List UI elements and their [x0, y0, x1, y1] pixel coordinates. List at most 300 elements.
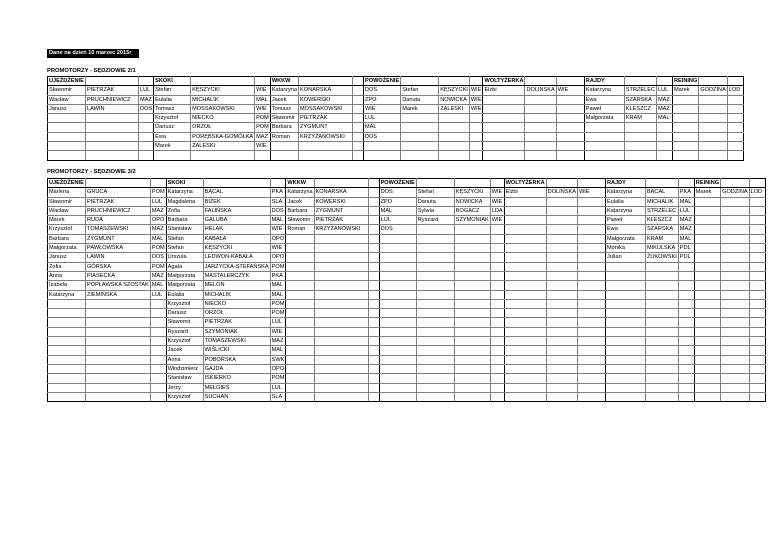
table-cell — [454, 179, 490, 188]
table-cell — [454, 244, 490, 253]
table-cell — [490, 253, 504, 262]
table-cell — [416, 309, 454, 318]
table-cell — [379, 290, 416, 299]
table-cell: MICHALIK — [203, 290, 270, 299]
table-cell: Dariusz — [166, 309, 203, 318]
table-cell: KONARSKA — [299, 86, 353, 95]
discipline-header: SKOKI — [154, 77, 191, 86]
table-cell — [657, 123, 673, 132]
table-cell — [490, 337, 504, 346]
table-row — [48, 309, 766, 318]
table-cell — [454, 374, 490, 383]
table-cell — [150, 309, 166, 318]
table-cell: Ewa — [605, 225, 645, 234]
table-cell — [314, 253, 368, 262]
table-cell — [368, 392, 379, 401]
table-cell: PORĘBSKA-GOMÓŁKA — [192, 133, 254, 140]
table-cell — [546, 206, 577, 215]
table-cell — [314, 374, 368, 383]
table-cell: LAWIN — [86, 104, 139, 113]
table-cell: Jacek — [270, 95, 298, 104]
table-cell: POPŁAWSKA SZOSTAK — [87, 282, 149, 289]
table-cell — [749, 290, 765, 299]
table-cell: DOS — [140, 105, 153, 112]
table-cell: DOS — [379, 188, 416, 197]
table-cell — [727, 114, 743, 123]
table-cell — [86, 374, 151, 383]
table-cell — [416, 281, 454, 290]
table-cell — [469, 77, 483, 86]
table-cell — [379, 364, 416, 373]
table-cell: Krzysztof — [154, 114, 191, 123]
table-cell — [314, 383, 368, 392]
table-cell — [504, 234, 546, 243]
table-cell — [368, 197, 379, 206]
table-cell — [721, 374, 749, 383]
table-header-row — [48, 77, 744, 86]
table-cell — [286, 262, 314, 271]
table-cell — [368, 346, 379, 355]
table-cell: MICHALIK — [191, 95, 255, 104]
table-cell — [286, 290, 314, 299]
table-cell: WIE — [491, 189, 503, 196]
table-cell — [490, 318, 504, 327]
table-cell — [721, 290, 749, 299]
table-cell — [150, 383, 166, 392]
table-cell: BĄCAL — [645, 188, 678, 197]
table-cell: KOWERSKI — [314, 197, 368, 206]
table-cell — [504, 225, 546, 234]
table-cell — [577, 309, 605, 318]
table-cell — [416, 179, 454, 188]
table-cell: PIETRZAK — [86, 86, 139, 95]
table-cell: ZYGMUNT — [314, 206, 368, 215]
table-cell — [454, 225, 490, 234]
table-cell — [605, 262, 645, 271]
table-cell — [525, 77, 556, 86]
table-cell — [150, 179, 166, 188]
table-row — [48, 95, 744, 104]
table-cell — [605, 281, 645, 290]
table-cell — [504, 346, 546, 355]
table-cell: DOLIŃSKA — [547, 189, 576, 196]
table-cell — [490, 290, 504, 299]
table-cell — [353, 86, 364, 95]
table-cell — [368, 262, 379, 271]
table-row — [48, 253, 766, 262]
table-cell — [314, 262, 368, 271]
table-cell — [504, 355, 546, 364]
table-cell: Eulalia — [605, 197, 645, 206]
table-cell: Izabela — [48, 281, 86, 290]
table-cell — [727, 151, 743, 160]
table-cell — [694, 374, 720, 383]
table-cell — [314, 346, 368, 355]
table-cell: PIETRZAK — [299, 114, 353, 123]
table-cell — [469, 114, 483, 123]
table-cell — [605, 374, 645, 383]
table-cell — [286, 364, 314, 373]
table-cell — [721, 197, 749, 206]
table-cell — [368, 337, 379, 346]
table-cell — [86, 299, 151, 308]
table-cell — [727, 123, 743, 132]
table-cell — [483, 123, 525, 132]
table-cell — [721, 337, 749, 346]
table-cell — [150, 355, 166, 364]
table-cell: MAL — [270, 290, 286, 299]
table-cell — [556, 104, 584, 113]
table-cell — [525, 142, 556, 151]
table-cell — [353, 114, 364, 123]
table-cell — [749, 206, 765, 215]
table-cell: Jacek — [166, 346, 203, 355]
table-cell — [584, 123, 624, 132]
table-cell — [678, 355, 694, 364]
table-cell — [749, 309, 765, 318]
table-cell: Małgorzata — [48, 244, 86, 253]
table-cell: Ewa — [584, 95, 624, 104]
table-cell — [546, 216, 577, 225]
table-cell: Ewa — [154, 132, 191, 141]
table-cell: MAZ — [678, 216, 694, 225]
table-cell — [314, 318, 368, 327]
table-cell — [504, 281, 546, 290]
table-cell: Stefan — [416, 188, 454, 197]
table-cell: Sławomir — [286, 216, 314, 225]
table-cell — [368, 281, 379, 290]
table-cell: POM — [151, 263, 165, 270]
table-cell — [694, 197, 720, 206]
table-cell — [605, 346, 645, 355]
table-cell — [314, 355, 368, 364]
table-cell — [657, 77, 673, 86]
table-cell — [749, 179, 765, 188]
table-cell — [699, 95, 727, 104]
table-cell — [364, 142, 401, 151]
table-row — [48, 281, 766, 290]
table-cell — [673, 104, 699, 113]
table-cell — [401, 142, 439, 151]
table-row — [48, 290, 766, 299]
table-cell: MAL — [150, 234, 166, 243]
table-cell — [48, 318, 86, 327]
table-cell: Stefan — [166, 234, 203, 243]
table-cell: Julian — [605, 253, 645, 262]
table-cell — [299, 77, 353, 86]
table-cell — [139, 123, 154, 132]
table-cell — [673, 151, 699, 160]
table-cell — [469, 123, 483, 132]
table-cell — [314, 309, 368, 318]
table-cell — [86, 77, 139, 86]
table-cell: Katarzyna — [166, 188, 203, 197]
table-cell: WIE — [255, 86, 271, 95]
table-cell — [286, 234, 314, 243]
table-cell — [556, 77, 584, 86]
table-cell — [48, 151, 86, 160]
table-cell — [749, 234, 765, 243]
table-cell — [490, 299, 504, 308]
table-row — [48, 355, 766, 364]
table-cell: KONARSKA — [314, 188, 368, 197]
table-cell: DOS — [270, 206, 286, 215]
table-cell — [721, 299, 749, 308]
table-cell: LUL — [139, 86, 154, 95]
table-cell: Eulalia — [154, 95, 191, 104]
table-cell: GÓRSKA — [86, 262, 151, 271]
table-cell — [483, 114, 525, 123]
table-cell: KLESZCZ — [645, 216, 678, 225]
table-row — [48, 346, 766, 355]
table-cell — [546, 355, 577, 364]
table-cell — [504, 216, 546, 225]
table-row — [48, 244, 766, 253]
table-cell: SWK — [271, 356, 285, 363]
table-cell — [605, 318, 645, 327]
table-cell — [270, 142, 298, 151]
table-cell: Katarzyna — [48, 290, 86, 299]
table-cell — [416, 392, 454, 401]
table-cell: WIE — [491, 217, 503, 224]
table-cell — [483, 142, 525, 151]
table-cell — [657, 132, 673, 141]
table-cell — [605, 364, 645, 373]
table-cell: Ryszard — [166, 327, 203, 336]
table-cell: Elżbi — [483, 86, 525, 95]
table-cell: SLA — [270, 197, 286, 206]
table-row — [48, 337, 766, 346]
table-cell — [546, 281, 577, 290]
table-cell — [48, 309, 86, 318]
table-cell — [48, 355, 86, 364]
table-cell — [749, 355, 765, 364]
table-cell: POM — [271, 310, 285, 317]
table-cell: LUL — [379, 216, 416, 225]
table-cell: MAZ — [150, 206, 166, 215]
table-cell — [605, 392, 645, 401]
table-cell — [48, 364, 86, 373]
table-cell — [353, 77, 364, 86]
table-cell — [694, 383, 720, 392]
table-cell: TOMASZEWSKI — [203, 337, 270, 346]
table-cell — [379, 262, 416, 271]
table-cell: SZARSKA — [624, 95, 656, 104]
table-cell: Jerzy — [166, 383, 203, 392]
table-cell — [379, 271, 416, 280]
table-cell — [694, 299, 720, 308]
table-cell — [605, 337, 645, 346]
table-cell — [556, 132, 584, 141]
table-cell: LEDWON-KABAŁA — [203, 253, 270, 262]
table-cell — [546, 318, 577, 327]
table-cell: Stefan — [166, 244, 203, 253]
table-cell — [401, 151, 439, 160]
table-cell — [150, 318, 166, 327]
table-cell — [721, 179, 749, 188]
table-cell: ISKIERKO — [203, 374, 270, 383]
table-header-row — [48, 179, 766, 188]
table-cell: POM — [151, 189, 165, 196]
table-cell — [546, 225, 577, 234]
table-cell — [86, 309, 151, 318]
table-cell — [749, 271, 765, 280]
table-cell: Krzysztof — [166, 299, 203, 308]
table-cell — [645, 346, 678, 355]
table-cell — [379, 234, 416, 243]
table-cell — [379, 346, 416, 355]
table-cell — [645, 392, 678, 401]
table-cell — [749, 262, 765, 271]
table-cell — [694, 327, 720, 336]
table-cell — [86, 364, 151, 373]
table-cell — [694, 253, 720, 262]
table-cell: GODZINA — [700, 87, 726, 94]
table-cell — [721, 244, 749, 253]
table-cell — [624, 123, 656, 132]
table-cell — [525, 151, 556, 160]
table-cell — [694, 290, 720, 299]
table-cell: Elżbi — [504, 188, 546, 197]
table-cell: Paweł — [605, 216, 645, 225]
table-cell — [286, 392, 314, 401]
table-cell — [694, 364, 720, 373]
table-cell — [48, 299, 86, 308]
table-cell — [546, 337, 577, 346]
judges-table — [47, 76, 744, 161]
table-cell: PKA — [678, 188, 694, 197]
table-cell — [749, 281, 765, 290]
table-cell — [504, 374, 546, 383]
table-cell: Wacław — [48, 206, 86, 215]
table-cell: Małgorzata — [605, 234, 645, 243]
table-cell — [150, 392, 166, 401]
table-cell — [678, 290, 694, 299]
table-cell — [454, 327, 490, 336]
table-cell — [699, 77, 727, 86]
table-row — [48, 318, 766, 327]
table-cell: PIETRZAK — [314, 216, 368, 225]
table-cell — [699, 151, 727, 160]
table-cell — [490, 271, 504, 280]
table-cell — [490, 244, 504, 253]
table-cell — [48, 337, 86, 346]
table-cell — [368, 188, 379, 197]
table-cell — [721, 234, 749, 243]
table-cell: KRZYŻANOWSKI — [314, 225, 368, 234]
table-cell — [353, 151, 364, 160]
table-cell — [286, 346, 314, 355]
table-cell — [721, 318, 749, 327]
table-cell — [439, 151, 470, 160]
table-cell — [525, 123, 556, 132]
table-cell: Sławomir — [270, 114, 298, 123]
table-cell — [364, 151, 401, 160]
table-cell — [270, 179, 286, 188]
table-cell: Barbara — [270, 123, 298, 132]
table-cell: PRUCHNIEWICZ — [86, 206, 151, 215]
date-banner: Dane na dzień 10 marzec 2015r — [47, 49, 139, 58]
table-cell: SZYMONIAK — [203, 327, 270, 336]
table-cell: NOWICKA — [439, 95, 470, 104]
table-cell: WIE — [255, 104, 271, 113]
table-cell — [727, 142, 743, 151]
table-cell: PIETRZAK — [203, 318, 270, 327]
table-cell — [454, 281, 490, 290]
table-cell — [645, 290, 678, 299]
table-cell: Roman — [286, 225, 314, 234]
table-cell: MAL — [678, 234, 694, 243]
table-cell — [139, 142, 154, 151]
table-row — [48, 364, 766, 373]
table-cell — [286, 244, 314, 253]
table-cell: KĘSZYCKI — [440, 87, 468, 94]
table-cell — [605, 271, 645, 280]
table-cell — [314, 179, 368, 188]
table-cell — [721, 253, 749, 262]
table-cell — [150, 327, 166, 336]
table-cell: PDL — [678, 244, 694, 253]
table-cell — [48, 392, 86, 401]
table-cell — [727, 95, 743, 104]
table-cell: STRZELEC — [645, 206, 678, 215]
table-cell — [694, 355, 720, 364]
table-cell: OPO — [271, 254, 285, 261]
table-cell — [353, 95, 364, 104]
table-cell — [605, 299, 645, 308]
table-cell: MAL — [270, 216, 286, 225]
table-cell — [483, 104, 525, 113]
discipline-header: UJEŻDŻENIE — [49, 180, 84, 186]
table-cell — [86, 114, 139, 123]
table-cell — [645, 318, 678, 327]
table-cell — [469, 142, 483, 151]
table-cell — [645, 337, 678, 346]
table-cell — [416, 383, 454, 392]
table-row — [48, 114, 744, 123]
table-cell — [86, 142, 139, 151]
table-cell: LUL — [150, 290, 166, 299]
table-cell — [577, 234, 605, 243]
table-cell — [86, 179, 151, 188]
table-cell — [504, 309, 546, 318]
table-cell — [577, 206, 605, 215]
table-cell — [379, 318, 416, 327]
table-cell — [368, 318, 379, 327]
table-cell: MAL — [657, 114, 673, 123]
table-cell — [525, 104, 556, 113]
table-cell — [721, 383, 749, 392]
table-cell — [749, 225, 765, 234]
table-cell — [694, 392, 720, 401]
section-title: PROMOTORZY - SĘDZIOWIE 3/2 — [47, 169, 136, 175]
table-row — [48, 327, 766, 336]
table-cell — [286, 374, 314, 383]
table-cell — [577, 383, 605, 392]
table-cell: PKA — [270, 271, 286, 280]
table-cell — [401, 123, 439, 132]
table-cell: Małgorzata — [166, 281, 203, 290]
table-cell — [694, 346, 720, 355]
table-cell — [577, 253, 605, 262]
table-cell: Marek — [154, 142, 191, 151]
table-cell: MAZ — [150, 271, 166, 280]
table-cell — [577, 392, 605, 401]
table-cell: Małgorzata — [166, 271, 203, 280]
table-cell — [368, 271, 379, 280]
table-cell — [624, 77, 656, 86]
table-cell: NIECKO — [203, 299, 270, 308]
